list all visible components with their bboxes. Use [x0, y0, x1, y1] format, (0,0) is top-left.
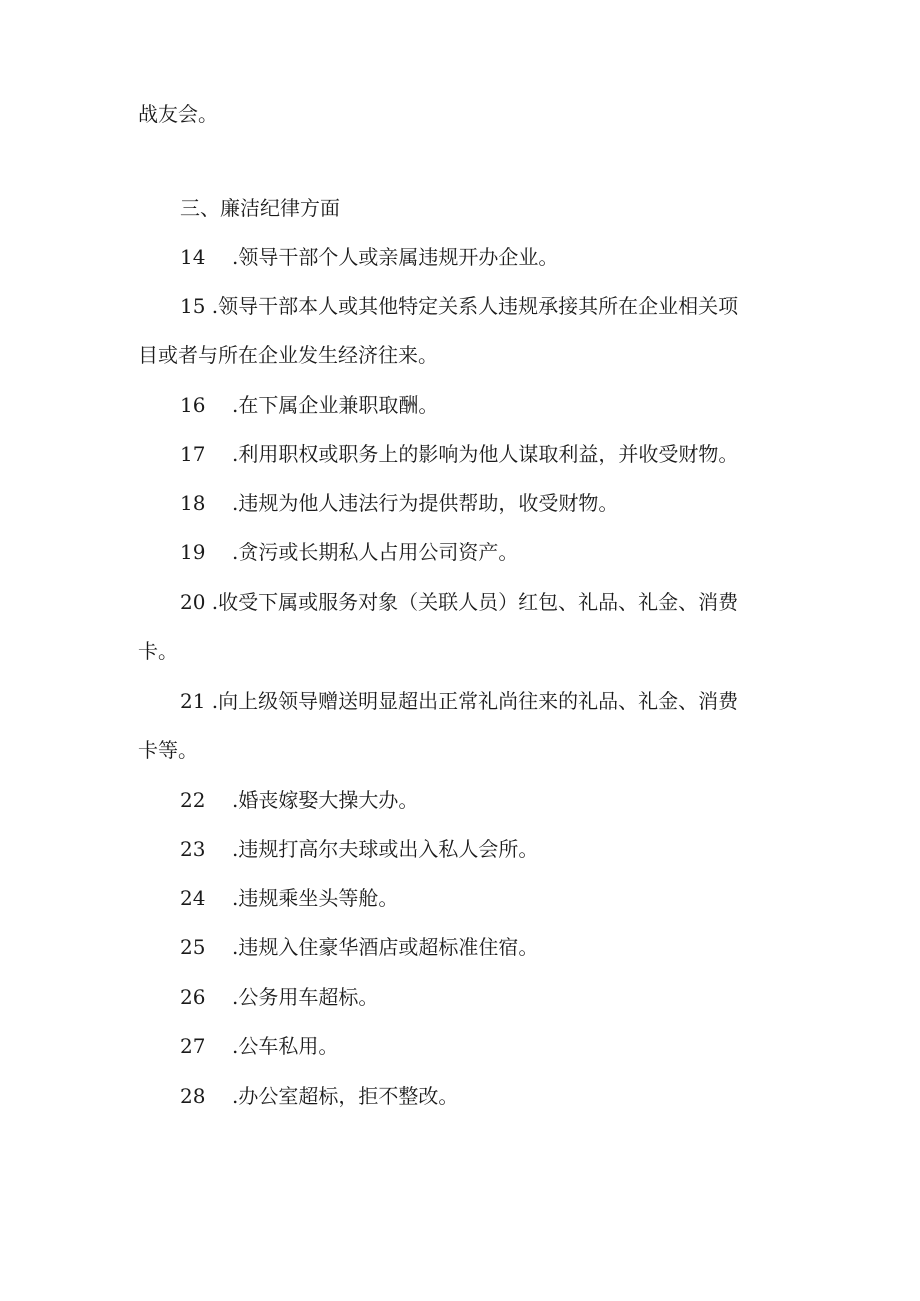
- item-number: 22: [180, 788, 206, 812]
- item-number: 14: [180, 245, 206, 269]
- list-item: [0, 1032, 920, 1060]
- section-heading: 三、廉洁纪律方面: [180, 196, 340, 220]
- item-text: .违规乘坐头等舱。: [232, 886, 399, 910]
- item-text: .在下属企业兼职取酬。: [232, 393, 439, 417]
- list-item-continuation: 目或者与所在企业发生经济往来。: [138, 343, 438, 367]
- item-number: 17: [180, 442, 206, 466]
- item-number: 28: [180, 1084, 206, 1108]
- list-item: [0, 835, 920, 863]
- list-item: [0, 983, 920, 1011]
- item-number: 23: [180, 837, 206, 861]
- list-item: [0, 884, 920, 912]
- list-item: [0, 933, 920, 961]
- list-item: [0, 786, 920, 814]
- item-text: .领导干部个人或亲属违规开办企业。: [232, 245, 559, 269]
- list-item: 15 .领导干部本人或其他特定关系人违规承接其所在企业相关项: [180, 294, 739, 318]
- item-number: 19: [180, 540, 206, 564]
- list-item: [0, 538, 920, 566]
- list-item-continuation: 卡等。: [138, 738, 198, 762]
- list-item: [0, 489, 920, 517]
- item-number: 16: [180, 393, 206, 417]
- item-text: .办公室超标，拒不整改。: [232, 1084, 459, 1108]
- list-item: [0, 391, 920, 419]
- item-number: 18: [180, 491, 206, 515]
- item-text: .利用职权或职务上的影响为他人谋取利益，并收受财物。: [232, 442, 739, 466]
- item-number: 26: [180, 985, 206, 1009]
- item-number: 24: [180, 886, 206, 910]
- item-number: 27: [180, 1034, 206, 1058]
- item-number: 25: [180, 935, 206, 959]
- item-text: .违规入住豪华酒店或超标准住宿。: [232, 935, 539, 959]
- list-item: [0, 243, 920, 271]
- list-item-continuation: 卡。: [138, 639, 178, 663]
- item-text: .公车私用。: [232, 1034, 339, 1058]
- list-item: 21 .向上级领导赠送明显超出正常礼尚往来的礼品、礼金、消费: [180, 689, 739, 713]
- list-item: [0, 440, 920, 468]
- item-text: .违规为他人违法行为提供帮助，收受财物。: [232, 491, 619, 515]
- list-item: 20 .收受下属或服务对象（关联人员）红包、礼品、礼金、消费: [180, 590, 739, 614]
- list-item: [0, 1082, 920, 1110]
- item-text: .贪污或长期私人占用公司资产。: [232, 540, 519, 564]
- item-text: .公务用车超标。: [232, 985, 379, 1009]
- continued-text: 战友会。: [138, 102, 218, 126]
- item-text: .违规打高尔夫球或出入私人会所。: [232, 837, 539, 861]
- item-text: .婚丧嫁娶大操大办。: [232, 788, 419, 812]
